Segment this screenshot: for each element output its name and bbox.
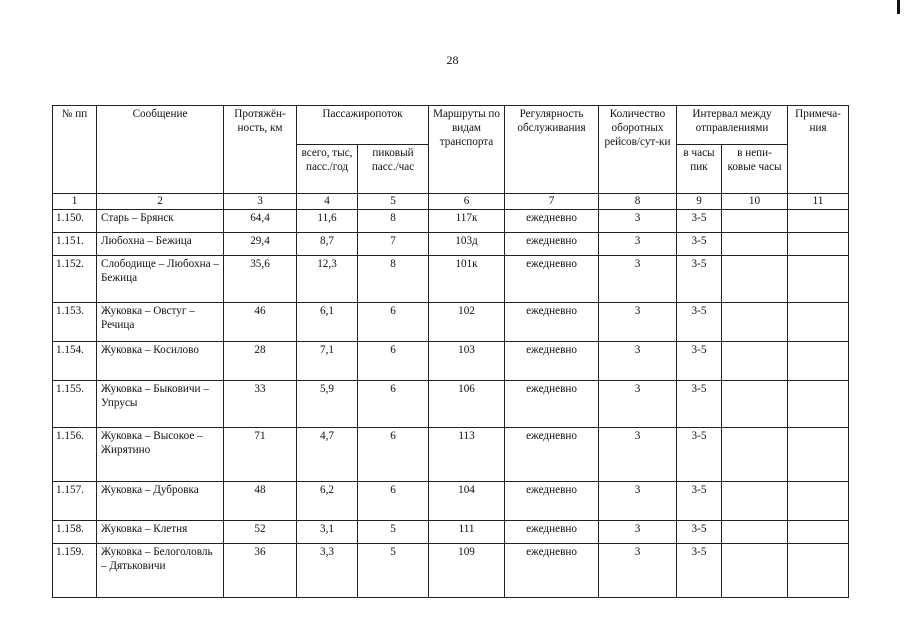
flow-peak: 8 <box>358 256 429 303</box>
transport-route: 111 <box>429 521 505 544</box>
transport-route: 101к <box>429 256 505 303</box>
corner-mark <box>897 0 900 14</box>
table-row <box>53 210 849 233</box>
flow-total: 11,6 <box>297 210 358 233</box>
route-name: Любохна – Бежица <box>97 233 224 256</box>
table-row <box>53 381 849 428</box>
flow-peak: 6 <box>358 303 429 342</box>
table-row <box>53 521 849 544</box>
trips-count: 3 <box>599 210 677 233</box>
flow-peak: 5 <box>358 521 429 544</box>
route-length: 28 <box>224 342 297 381</box>
column-number: 8 <box>599 194 677 210</box>
regularity: ежедневно <box>505 521 599 544</box>
interval-offpeak <box>722 210 788 233</box>
flow-peak: 7 <box>358 233 429 256</box>
interval-peak: 3-5 <box>677 256 722 303</box>
header-regularity: Регулярность обслуживания <box>505 106 599 194</box>
interval-peak: 3-5 <box>677 482 722 521</box>
notes <box>788 521 849 544</box>
trips-count: 3 <box>599 342 677 381</box>
interval-offpeak <box>722 256 788 303</box>
route-length: 33 <box>224 381 297 428</box>
header-interval-peak: в часы пик <box>677 145 722 194</box>
flow-total: 8,7 <box>297 233 358 256</box>
interval-offpeak <box>722 544 788 598</box>
column-number: 1 <box>53 194 97 210</box>
header-length: Протяжён-ность, км <box>224 106 297 194</box>
table-row <box>53 544 849 598</box>
trips-count: 3 <box>599 256 677 303</box>
row-number: 1.159. <box>53 544 97 598</box>
trips-count: 3 <box>599 521 677 544</box>
transport-route: 102 <box>429 303 505 342</box>
transport-route: 113 <box>429 428 505 482</box>
flow-total: 4,7 <box>297 428 358 482</box>
trips-count: 3 <box>599 381 677 428</box>
row-number: 1.158. <box>53 521 97 544</box>
flow-peak: 6 <box>358 482 429 521</box>
regularity: ежедневно <box>505 381 599 428</box>
trips-count: 3 <box>599 482 677 521</box>
notes <box>788 428 849 482</box>
column-number: 9 <box>677 194 722 210</box>
route-name: Жуковка – Овстуг – Речица <box>97 303 224 342</box>
interval-peak: 3-5 <box>677 521 722 544</box>
flow-total: 12,3 <box>297 256 358 303</box>
interval-peak: 3-5 <box>677 381 722 428</box>
interval-peak: 3-5 <box>677 342 722 381</box>
route-length: 71 <box>224 428 297 482</box>
interval-peak: 3-5 <box>677 544 722 598</box>
column-number: 3 <box>224 194 297 210</box>
table-row <box>53 233 849 256</box>
notes <box>788 482 849 521</box>
route-length: 48 <box>224 482 297 521</box>
notes <box>788 233 849 256</box>
header-num: № пп <box>53 106 97 194</box>
route-length: 64,4 <box>224 210 297 233</box>
interval-offpeak <box>722 381 788 428</box>
flow-total: 5,9 <box>297 381 358 428</box>
routes-table <box>52 105 849 598</box>
header-interval: Интервал между отправлениями <box>677 106 788 145</box>
flow-total: 3,1 <box>297 521 358 544</box>
row-number: 1.150. <box>53 210 97 233</box>
regularity: ежедневно <box>505 428 599 482</box>
regularity: ежедневно <box>505 303 599 342</box>
table-row <box>53 256 849 303</box>
transport-route: 117к <box>429 210 505 233</box>
interval-peak: 3-5 <box>677 233 722 256</box>
flow-peak: 6 <box>358 428 429 482</box>
interval-offpeak <box>722 428 788 482</box>
transport-route: 106 <box>429 381 505 428</box>
route-length: 35,6 <box>224 256 297 303</box>
notes <box>788 256 849 303</box>
column-number: 4 <box>297 194 358 210</box>
row-number: 1.153. <box>53 303 97 342</box>
trips-count: 3 <box>599 544 677 598</box>
notes <box>788 544 849 598</box>
route-name: Жуковка – Дубровка <box>97 482 224 521</box>
route-name: Жуковка – Косилово <box>97 342 224 381</box>
column-number: 10 <box>722 194 788 210</box>
interval-offpeak <box>722 482 788 521</box>
regularity: ежедневно <box>505 342 599 381</box>
flow-peak: 6 <box>358 342 429 381</box>
regularity: ежедневно <box>505 233 599 256</box>
transport-route: 104 <box>429 482 505 521</box>
transport-route: 103 <box>429 342 505 381</box>
header-flow-total: всего, тыс, пасс./год <box>297 145 358 194</box>
column-number: 11 <box>788 194 849 210</box>
row-number: 1.152. <box>53 256 97 303</box>
header-route: Сообщение <box>97 106 224 194</box>
route-length: 29,4 <box>224 233 297 256</box>
regularity: ежедневно <box>505 544 599 598</box>
route-name: Жуковка – Быковичи – Упрусы <box>97 381 224 428</box>
route-name: Слободище – Любохна – Бежица <box>97 256 224 303</box>
notes <box>788 210 849 233</box>
flow-total: 7,1 <box>297 342 358 381</box>
table-row <box>53 303 849 342</box>
route-length: 52 <box>224 521 297 544</box>
header-flow: Пассажиропоток <box>297 106 429 145</box>
header-trips: Количество оборотных рейсов/сут-ки <box>599 106 677 194</box>
route-name: Старь – Брянск <box>97 210 224 233</box>
notes <box>788 342 849 381</box>
column-number: 5 <box>358 194 429 210</box>
table-row <box>53 482 849 521</box>
row-number: 1.151. <box>53 233 97 256</box>
interval-peak: 3-5 <box>677 303 722 342</box>
row-number: 1.154. <box>53 342 97 381</box>
flow-total: 6,1 <box>297 303 358 342</box>
route-name: Жуковка – Клетня <box>97 521 224 544</box>
route-length: 46 <box>224 303 297 342</box>
flow-total: 3,3 <box>297 544 358 598</box>
row-number: 1.156. <box>53 428 97 482</box>
row-number: 1.157. <box>53 482 97 521</box>
table-row <box>53 428 849 482</box>
header-interval-offpeak: в непи-ковые часы <box>722 145 788 194</box>
flow-peak: 8 <box>358 210 429 233</box>
column-number: 2 <box>97 194 224 210</box>
notes <box>788 303 849 342</box>
route-length: 36 <box>224 544 297 598</box>
route-name: Жуковка – Высокое – Жирятино <box>97 428 224 482</box>
transport-route: 109 <box>429 544 505 598</box>
route-name: Жуковка – Белоголовль – Дятьковичи <box>97 544 224 598</box>
trips-count: 3 <box>599 428 677 482</box>
interval-offpeak <box>722 521 788 544</box>
regularity: ежедневно <box>505 482 599 521</box>
flow-peak: 5 <box>358 544 429 598</box>
table-row <box>53 342 849 381</box>
interval-peak: 3-5 <box>677 428 722 482</box>
flow-total: 6,2 <box>297 482 358 521</box>
trips-count: 3 <box>599 233 677 256</box>
regularity: ежедневно <box>505 256 599 303</box>
trips-count: 3 <box>599 303 677 342</box>
interval-offpeak <box>722 342 788 381</box>
transport-route: 103д <box>429 233 505 256</box>
column-number: 7 <box>505 194 599 210</box>
header-transport: Маршруты по видам транспорта <box>429 106 505 194</box>
interval-offpeak <box>722 233 788 256</box>
column-number: 6 <box>429 194 505 210</box>
interval-peak: 3-5 <box>677 210 722 233</box>
header-flow-peak: пиковый пасс./час <box>358 145 429 194</box>
regularity: ежедневно <box>505 210 599 233</box>
flow-peak: 6 <box>358 381 429 428</box>
column-number-row <box>53 194 849 210</box>
row-number: 1.155. <box>53 381 97 428</box>
interval-offpeak <box>722 303 788 342</box>
page-number: 28 <box>446 53 459 67</box>
header-notes: Примеча-ния <box>788 106 849 194</box>
notes <box>788 381 849 428</box>
